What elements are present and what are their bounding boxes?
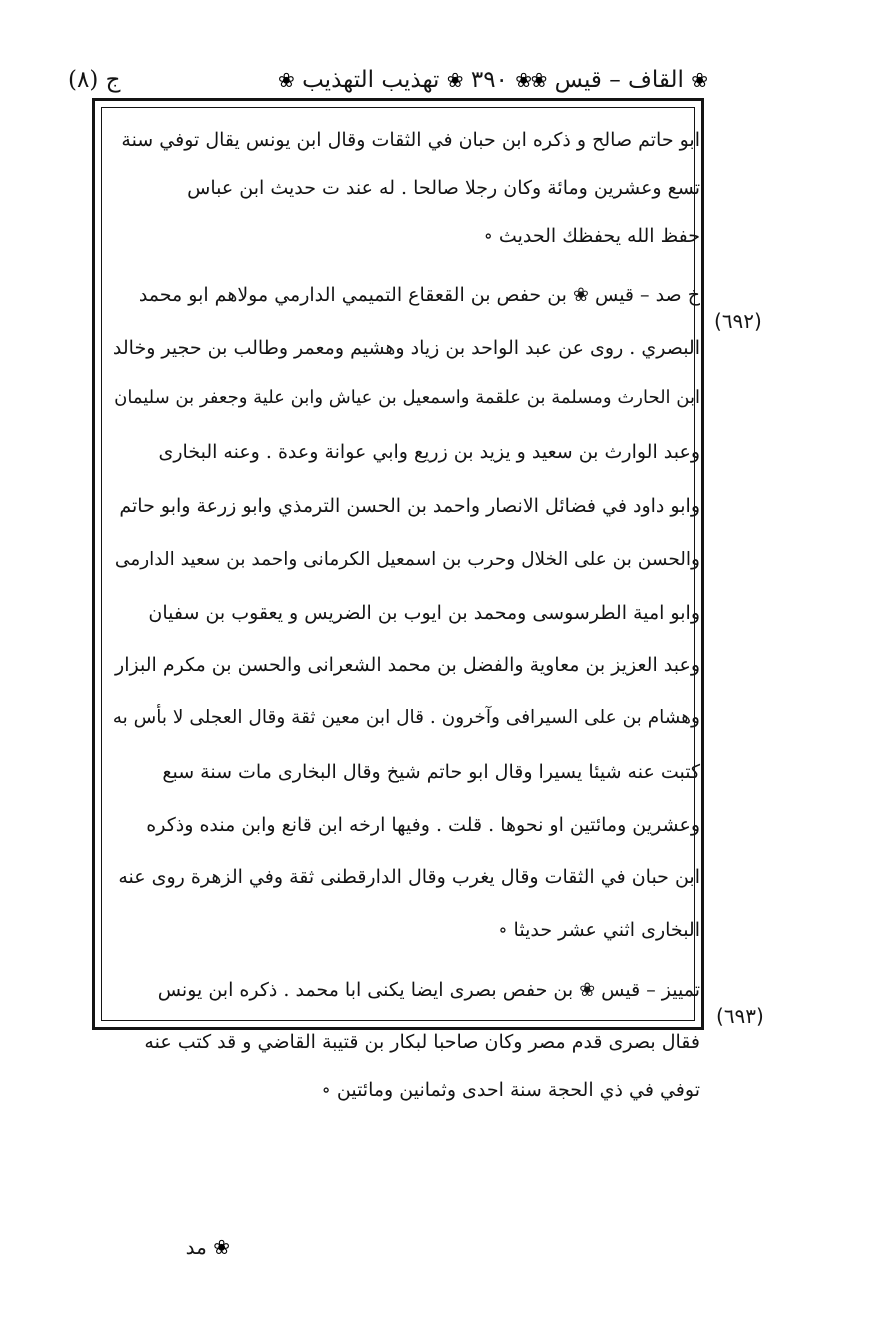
text-line: توفي في ذي الحجة سنة احدى وثمانين ومائتين ∘ — [321, 1079, 700, 1101]
volume-label: ج (٨) — [68, 67, 121, 93]
ornament-flower-icon: ❀ — [278, 68, 295, 92]
catchword-text: مد — [185, 1235, 207, 1259]
text-line-entry-start: خ صد – قيس ❀ بن حفص بن القعقاع التميمي الدارمي مولاهم ابو محمد — [138, 284, 700, 306]
text-line: وابو داود في فضائل الانصار واحمد بن الحسن الترمذي وابو زرعة وابو حاتم — [119, 495, 700, 517]
text-line: وعبد الوارث بن سعيد و يزيد بن زريع وابي عوانة وعدة . وعنه البخارى — [158, 441, 700, 463]
header-chapter-title — [531, 62, 708, 98]
text-line: كتبت عنه شيئا يسيرا وقال ابو حاتم شيخ وقال البخارى مات سنة سبع — [162, 761, 700, 783]
text-line: وهشام بن على السيرافى وآخرون . قال ابن معين ثقة وقال العجلى لا بأس به — [112, 707, 700, 728]
header-chapter-label: القاف – قيس — [554, 67, 684, 93]
text-line: ابو حاتم صالح و ذكره ابن حبان في الثقات وقال ابن يونس يقال توفي سنة — [121, 129, 700, 151]
text-line: ابن الحارث ومسلمة بن علقمة واسمعيل بن عياش وابن علية وجعفر بن سليمان — [114, 387, 700, 408]
header-book-title — [278, 62, 532, 98]
text-line: حفظ الله يحفظك الحديث ∘ — [483, 225, 700, 247]
ornament-flower-icon: ❀ — [515, 68, 532, 92]
text-line: تسع وعشرين ومائة وكان رجلا صالحا . له عند ت حديث ابن عباس — [187, 177, 700, 199]
ornament-flower-icon: ❀ — [691, 68, 708, 92]
text-line: والحسن بن على الخلال وحرب بن اسمعيل الكرمانى واحمد بن سعيد الدارمى — [114, 549, 700, 570]
text-line: البخارى اثني عشر حديثا ∘ — [498, 919, 700, 941]
entry-number: (٦٩٣) — [716, 1004, 764, 1028]
text-line: ابن حبان في الثقات وقال يغرب وقال الدارقطنى ثقة وفي الزهرة روى عنه — [118, 866, 700, 888]
ornament-flower-icon: ❀ — [446, 68, 464, 92]
text-line: البصري . روى عن عبد الواحد بن زياد وهشيم ومعمر وطالب بن حجير وخالد — [112, 337, 700, 359]
header-volume — [68, 62, 120, 98]
book-title: تهذيب التهذيب — [302, 67, 440, 93]
text-line: فقال بصرى قدم مصر وكان صاحبا لبكار بن قتيبة القاضي و قد كتب عنه — [144, 1031, 700, 1053]
entry-number: (٦٩٢) — [714, 309, 762, 333]
running-header — [68, 62, 708, 102]
ornament-flower-icon: ❀ — [530, 68, 548, 92]
text-line: وعشرين ومائتين او نحوها . قلت . وفيها ارخه ابن قانع وابن منده وذكره — [146, 814, 700, 836]
page-number: ٣٩٠ — [470, 67, 508, 93]
text-line-entry-start: تمييز – قيس ❀ بن حفص بصرى ايضا يكنى ابا محمد . ذكره ابن يونس — [157, 979, 700, 1001]
ornament-flower-icon: ❀ — [213, 1235, 230, 1259]
catchword — [150, 1235, 230, 1265]
text-line: وعبد العزيز بن معاوية والفضل بن محمد الشعرانى والحسن بن مكرم البزار — [115, 654, 700, 676]
text-line: وابو امية الطرسوسى ومحمد بن ايوب بن الضريس و يعقوب بن سفيان — [148, 602, 700, 624]
